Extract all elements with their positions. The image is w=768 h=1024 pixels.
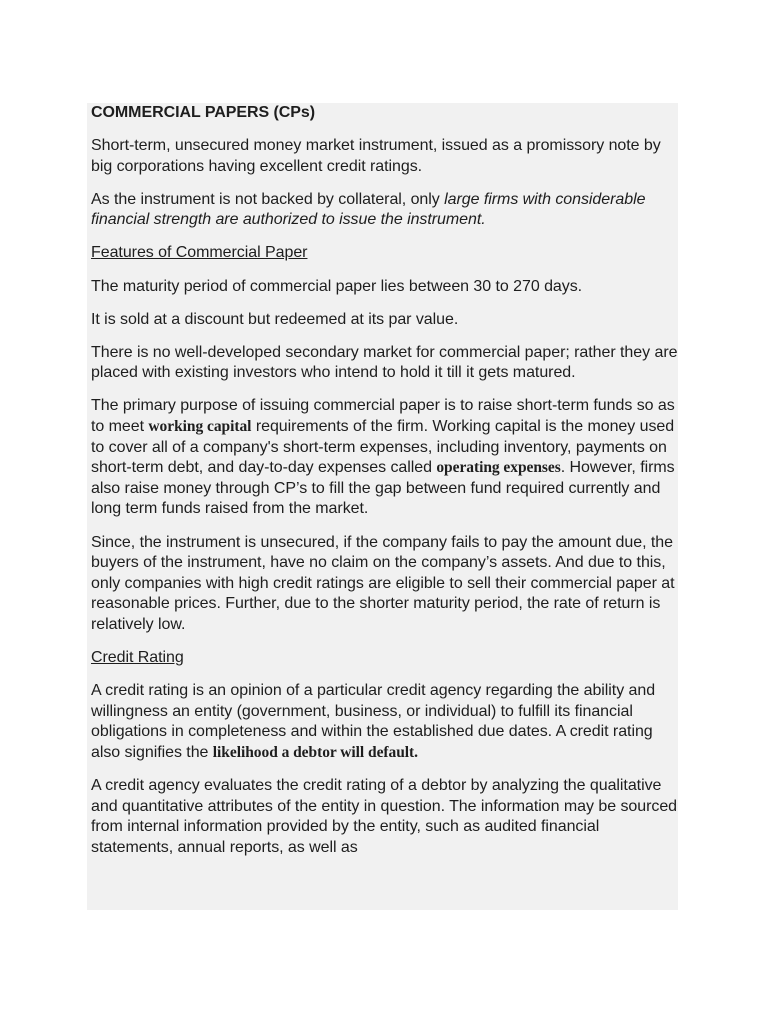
- features-heading: Features of Commercial Paper: [91, 244, 308, 262]
- term-likelihood-default: likelihood a debtor will default.: [212, 743, 418, 761]
- credit-rating-heading: Credit Rating: [91, 648, 184, 666]
- credit-definition-paragraph: [91, 681, 678, 763]
- purpose-text-2: requirements of the firm. Working capital is the money used to cover all of a company's short-term expenses, including inventory, payments on short-term debt, and day-to-day expenses called: [91, 418, 675, 477]
- term-operating-expenses: operating expenses: [436, 459, 561, 477]
- feature-discount: It is sold at a discount but redeemed at its par value.: [91, 310, 459, 328]
- feature-secondary-market: There is no well-developed secondary market for commercial paper; rather they are placed with existing investors who intend to hold it till it gets matured.: [91, 343, 678, 382]
- collateral-paragraph: [91, 190, 678, 231]
- collateral-text: As the instrument is not backed by collateral, only: [91, 190, 445, 208]
- collateral-emphasis: large firms with considerable financial strength are authorized to issue the instrument.: [91, 190, 646, 229]
- credit-definition-text: A credit rating is an opinion of a particular credit agency regarding the ability and willingness an entity (government, business, or individual) to fulfill its financial obligations in completeness and within the established due dates. A credit rating also signifies the: [91, 682, 656, 761]
- purpose-paragraph: [91, 396, 678, 520]
- unsecured-paragraph: Since, the instrument is unsecured, if the company fails to pay the amount due, the buyers of the instrument, have no claim on the company’s assets. And due to this, only companies with high credit ratings are eligible to sell their commercial paper at reasonable prices. Further, due to the shorter maturity period, the rate of return is relatively low.: [91, 533, 675, 633]
- intro-paragraph: Short-term, unsecured money market instrument, issued as a promissory note by big corporations having excellent credit ratings.: [91, 137, 661, 175]
- document-body: [87, 103, 678, 910]
- purpose-text-3: . However, firms also raise money through CP’s to fill the gap between fund required currently and long term funds raised from the market.: [91, 459, 675, 518]
- purpose-text-1: The primary purpose of issuing commercial paper is to raise short-term funds so as to meet: [91, 397, 675, 436]
- document-title: COMMERCIAL PAPERS (CPs): [91, 104, 316, 121]
- credit-evaluation-paragraph: A credit agency evaluates the credit rating of a debtor by analyzing the qualitative and quantitative attributes of the entity in question. The information may be sourced from internal information provided by the entity, such as audited financial statements, annual reports, as well as: [91, 776, 678, 856]
- feature-maturity: The maturity period of commercial paper lies between 30 to 270 days.: [91, 277, 583, 295]
- term-working-capital: working capital: [148, 418, 252, 436]
